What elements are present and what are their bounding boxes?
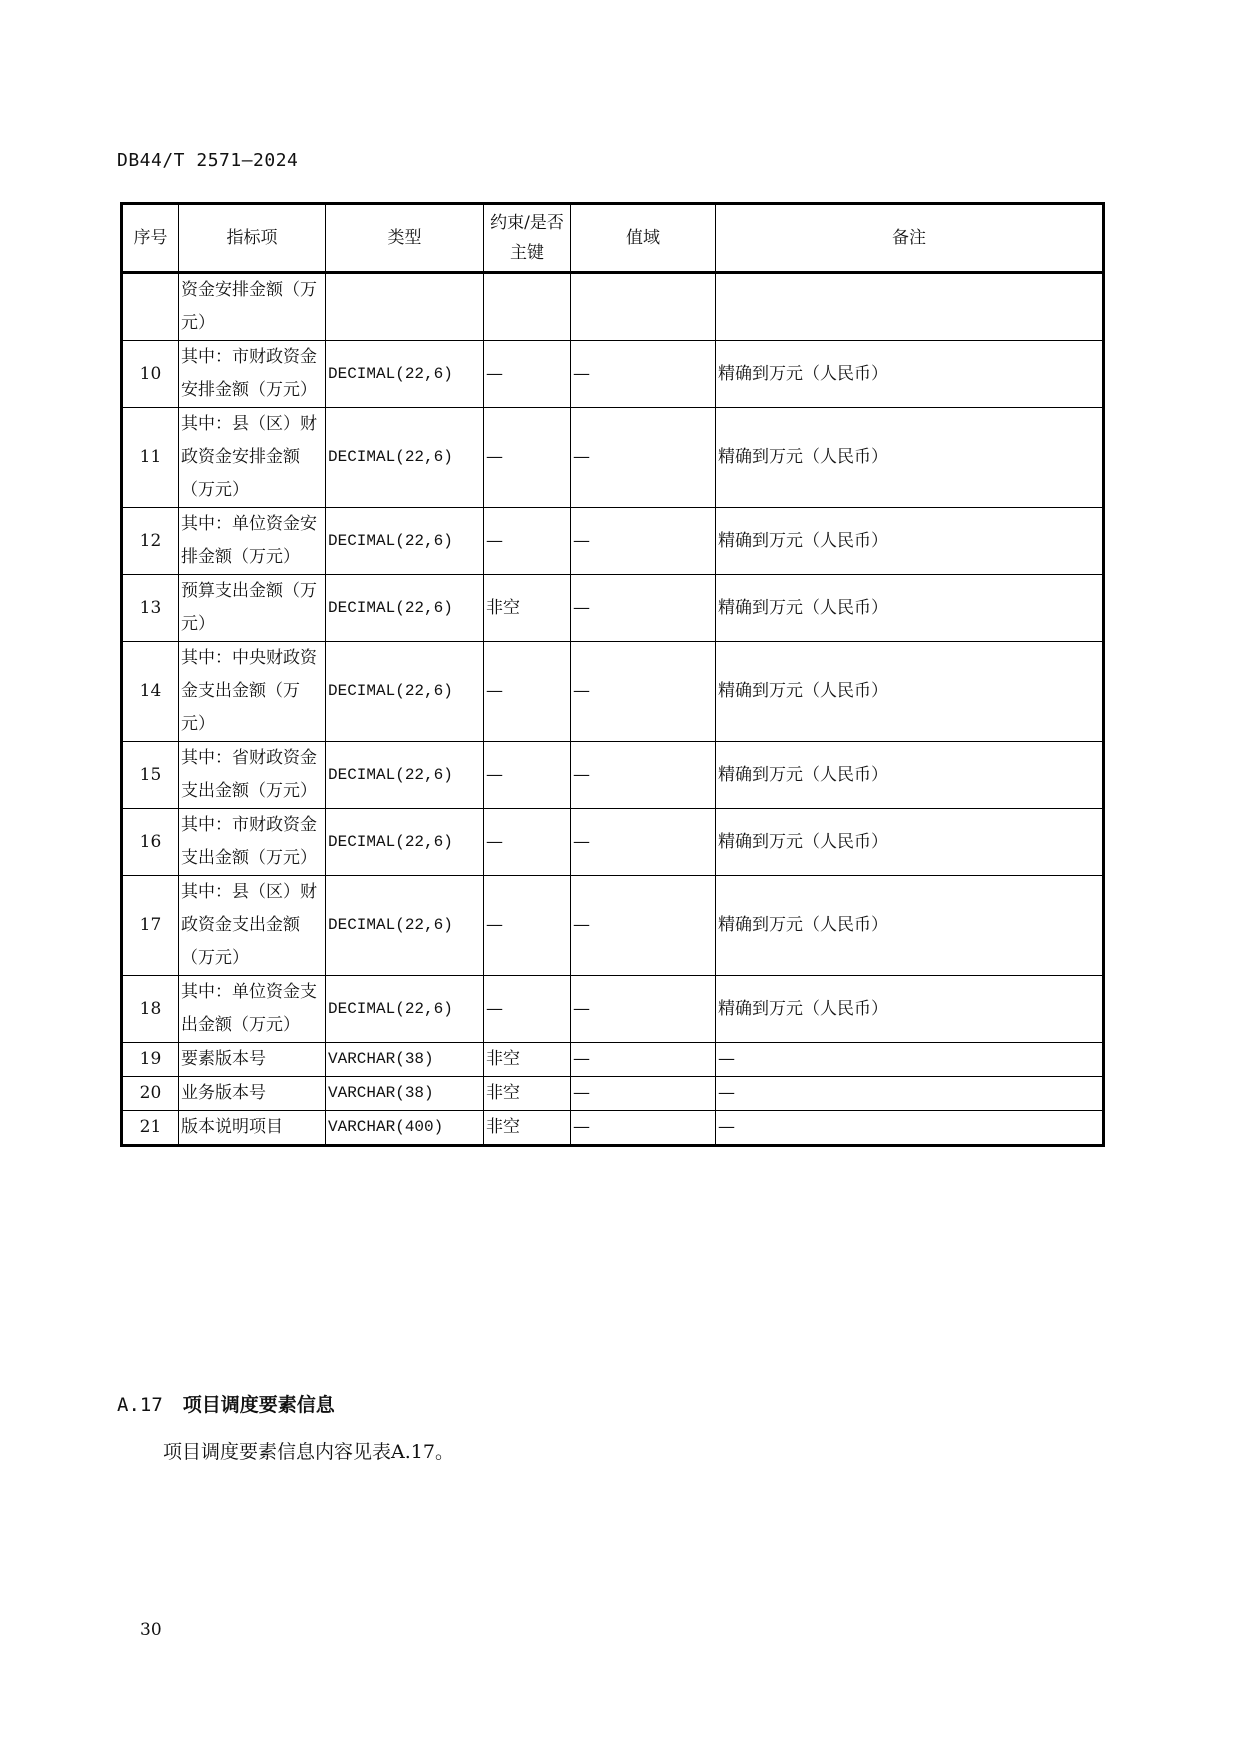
section-number: A.17 — [117, 1394, 163, 1416]
cell-constraint: 非空 — [484, 575, 571, 642]
cell-domain: — — [571, 809, 716, 876]
cell-constraint: — — [484, 408, 571, 508]
cell-type — [326, 273, 484, 341]
cell-no: 20 — [122, 1077, 179, 1111]
cell-domain: — — [571, 1111, 716, 1146]
cell-no: 16 — [122, 809, 179, 876]
cell-type: DECIMAL(22,6) — [326, 408, 484, 508]
cell-remark: — — [716, 1077, 1104, 1111]
cell-domain: — — [571, 976, 716, 1043]
table-row — [122, 408, 1104, 508]
cell-constraint: — — [484, 341, 571, 408]
column-header-constraint: 约束/是否主键 — [484, 204, 571, 273]
cell-remark: 精确到万元（人民币） — [716, 642, 1104, 742]
cell-domain: — — [571, 408, 716, 508]
cell-no: 10 — [122, 341, 179, 408]
cell-domain: — — [571, 508, 716, 575]
table-row — [122, 273, 1104, 341]
cell-domain: — — [571, 1077, 716, 1111]
cell-type: DECIMAL(22,6) — [326, 876, 484, 976]
cell-no: 17 — [122, 876, 179, 976]
cell-remark: 精确到万元（人民币） — [716, 809, 1104, 876]
cell-no: 18 — [122, 976, 179, 1043]
cell-type: DECIMAL(22,6) — [326, 642, 484, 742]
cell-no: 13 — [122, 575, 179, 642]
table-row — [122, 876, 1104, 976]
cell-indicator: 预算支出金额（万元） — [179, 575, 326, 642]
cell-type: DECIMAL(22,6) — [326, 809, 484, 876]
cell-constraint: — — [484, 508, 571, 575]
table-header-row — [122, 204, 1104, 273]
cell-indicator: 资金安排金额（万元） — [179, 273, 326, 341]
section-title: 项目调度要素信息 — [182, 1394, 335, 1416]
cell-constraint — [484, 273, 571, 341]
cell-no: 12 — [122, 508, 179, 575]
element-spec-table — [120, 202, 1105, 1147]
cell-remark: — — [716, 1043, 1104, 1077]
cell-domain: — — [571, 341, 716, 408]
cell-remark — [716, 273, 1104, 341]
cell-domain — [571, 273, 716, 341]
column-header-type: 类型 — [326, 204, 484, 273]
cell-remark: 精确到万元（人民币） — [716, 876, 1104, 976]
cell-remark: 精确到万元（人民币） — [716, 341, 1104, 408]
cell-constraint: 非空 — [484, 1043, 571, 1077]
column-header-remark: 备注 — [716, 204, 1104, 273]
table-row — [122, 809, 1104, 876]
cell-indicator: 业务版本号 — [179, 1077, 326, 1111]
cell-domain: — — [571, 742, 716, 809]
cell-no — [122, 273, 179, 341]
cell-constraint: — — [484, 642, 571, 742]
cell-indicator: 其中：中央财政资金支出金额（万元） — [179, 642, 326, 742]
table-row — [122, 642, 1104, 742]
cell-constraint: 非空 — [484, 1077, 571, 1111]
cell-domain: — — [571, 1043, 716, 1077]
cell-indicator: 其中：单位资金安排金额（万元） — [179, 508, 326, 575]
table-row — [122, 976, 1104, 1043]
cell-remark: 精确到万元（人民币） — [716, 508, 1104, 575]
cell-indicator: 要素版本号 — [179, 1043, 326, 1077]
section-heading — [117, 1390, 335, 1417]
cell-remark: 精确到万元（人民币） — [716, 408, 1104, 508]
cell-indicator: 其中：县（区）财政资金支出金额（万元） — [179, 876, 326, 976]
table-row — [122, 1077, 1104, 1111]
table-row — [122, 742, 1104, 809]
cell-no: 21 — [122, 1111, 179, 1146]
cell-no: 15 — [122, 742, 179, 809]
table-row — [122, 341, 1104, 408]
column-header-domain: 值域 — [571, 204, 716, 273]
cell-indicator: 其中：省财政资金支出金额（万元） — [179, 742, 326, 809]
cell-type: DECIMAL(22,6) — [326, 508, 484, 575]
cell-constraint: — — [484, 742, 571, 809]
cell-domain: — — [571, 876, 716, 976]
page-number: 30 — [140, 1620, 162, 1640]
cell-no: 14 — [122, 642, 179, 742]
cell-constraint: — — [484, 809, 571, 876]
cell-remark: 精确到万元（人民币） — [716, 742, 1104, 809]
document-code: DB44/T 2571—2024 — [117, 150, 299, 171]
cell-remark: 精确到万元（人民币） — [716, 976, 1104, 1043]
table-row — [122, 1111, 1104, 1146]
cell-indicator: 其中：单位资金支出金额（万元） — [179, 976, 326, 1043]
table-row — [122, 575, 1104, 642]
cell-remark: — — [716, 1111, 1104, 1146]
cell-type: DECIMAL(22,6) — [326, 742, 484, 809]
cell-indicator: 其中：市财政资金支出金额（万元） — [179, 809, 326, 876]
cell-constraint: — — [484, 876, 571, 976]
cell-no: 19 — [122, 1043, 179, 1077]
cell-type: VARCHAR(38) — [326, 1077, 484, 1111]
cell-domain: — — [571, 642, 716, 742]
cell-remark: 精确到万元（人民币） — [716, 575, 1104, 642]
column-header-no: 序号 — [122, 204, 179, 273]
cell-domain: — — [571, 575, 716, 642]
cell-indicator: 其中：县（区）财政资金安排金额（万元） — [179, 408, 326, 508]
cell-type: DECIMAL(22,6) — [326, 575, 484, 642]
table-row — [122, 508, 1104, 575]
cell-type: VARCHAR(400) — [326, 1111, 484, 1146]
cell-type: DECIMAL(22,6) — [326, 341, 484, 408]
cell-indicator: 其中：市财政资金安排金额（万元） — [179, 341, 326, 408]
table-row — [122, 1043, 1104, 1077]
table-body — [122, 273, 1104, 1146]
section-body-text: 项目调度要素信息内容见表A.17。 — [163, 1441, 454, 1463]
cell-type: VARCHAR(38) — [326, 1043, 484, 1077]
column-header-indicator: 指标项 — [179, 204, 326, 273]
cell-type: DECIMAL(22,6) — [326, 976, 484, 1043]
cell-no: 11 — [122, 408, 179, 508]
cell-constraint: — — [484, 976, 571, 1043]
cell-indicator: 版本说明项目 — [179, 1111, 326, 1146]
cell-constraint: 非空 — [484, 1111, 571, 1146]
